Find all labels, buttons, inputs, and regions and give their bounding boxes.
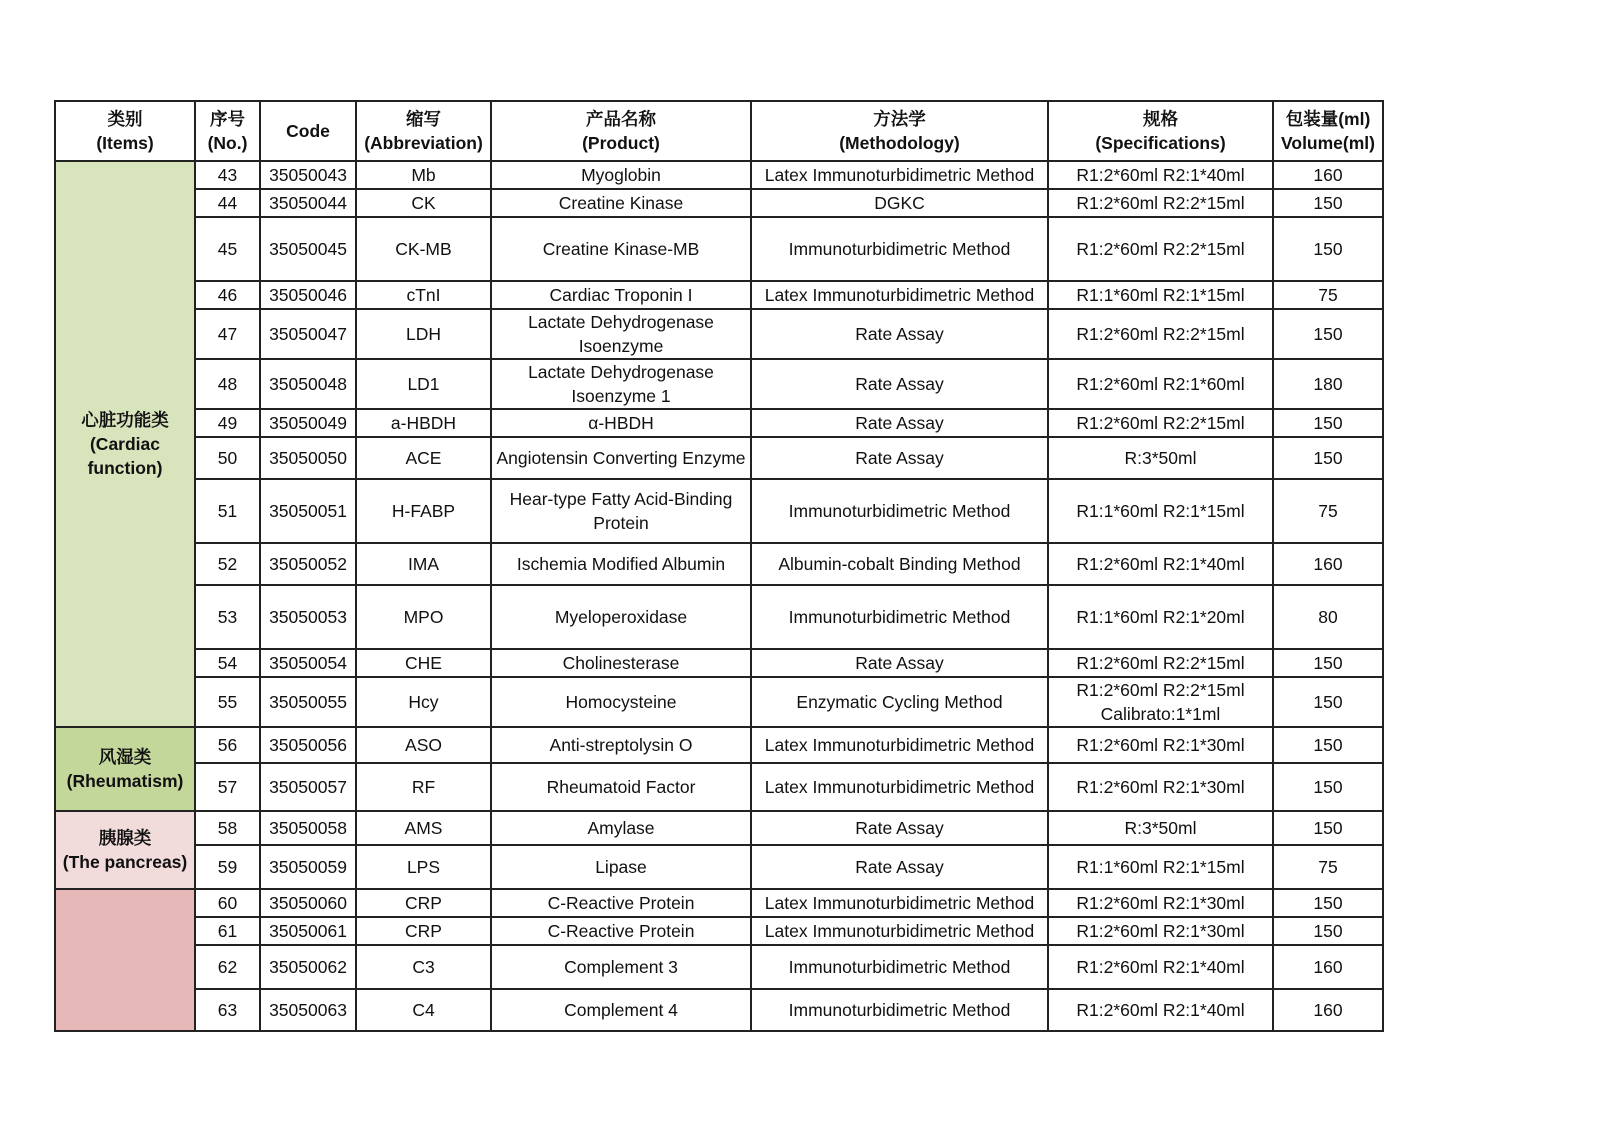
cell-spec: R:3*50ml bbox=[1048, 811, 1273, 845]
cell-product: Creatine Kinase-MB bbox=[491, 217, 751, 281]
header-methodology: 方法学 (Methodology) bbox=[751, 101, 1048, 161]
category-label: 胰腺类 bbox=[98, 828, 152, 848]
cell-abbr: LDH bbox=[356, 309, 491, 359]
header-abbreviation: 缩写 (Abbreviation) bbox=[356, 101, 491, 161]
cell-code: 35050055 bbox=[260, 677, 356, 727]
cell-method: Immunoturbidimetric Method bbox=[751, 989, 1048, 1031]
cell-no: 63 bbox=[195, 989, 260, 1031]
category-label: 心脏功能类 bbox=[81, 410, 169, 430]
category-label: (Rheumatism) bbox=[66, 771, 184, 791]
cell-method: Albumin-cobalt Binding Method bbox=[751, 543, 1048, 585]
cell-code: 35050050 bbox=[260, 437, 356, 479]
cell-volume: 150 bbox=[1273, 811, 1383, 845]
table-row bbox=[55, 889, 1383, 917]
table-row bbox=[55, 989, 1383, 1031]
table-row bbox=[55, 479, 1383, 543]
cell-abbr: LD1 bbox=[356, 359, 491, 409]
cell-code: 35050052 bbox=[260, 543, 356, 585]
cell-abbr: Hcy bbox=[356, 677, 491, 727]
cell-abbr: cTnI bbox=[356, 281, 491, 309]
cell-code: 35050047 bbox=[260, 309, 356, 359]
cell-abbr: LPS bbox=[356, 845, 491, 889]
cell-code: 35050044 bbox=[260, 189, 356, 217]
product-table bbox=[54, 100, 1384, 1032]
cell-product: C-Reactive Protein bbox=[491, 889, 751, 917]
cell-method: Immunoturbidimetric Method bbox=[751, 479, 1048, 543]
cell-product: Myoglobin bbox=[491, 161, 751, 189]
cell-method: DGKC bbox=[751, 189, 1048, 217]
cell-product: Cardiac Troponin I bbox=[491, 281, 751, 309]
cell-method: Immunoturbidimetric Method bbox=[751, 217, 1048, 281]
cell-volume: 150 bbox=[1273, 917, 1383, 945]
cell-abbr: AMS bbox=[356, 811, 491, 845]
cell-no: 56 bbox=[195, 727, 260, 763]
cell-code: 35050049 bbox=[260, 409, 356, 437]
cell-spec: R:3*50ml bbox=[1048, 437, 1273, 479]
cell-volume: 150 bbox=[1273, 727, 1383, 763]
cell-method: Rate Assay bbox=[751, 649, 1048, 677]
table-row bbox=[55, 309, 1383, 359]
category-cell bbox=[55, 161, 195, 727]
cell-method: Latex Immunoturbidimetric Method bbox=[751, 281, 1048, 309]
cell-no: 62 bbox=[195, 945, 260, 989]
cell-spec: R1:1*60ml R2:1*20ml bbox=[1048, 585, 1273, 649]
cell-code: 35050060 bbox=[260, 889, 356, 917]
cell-method: Latex Immunoturbidimetric Method bbox=[751, 889, 1048, 917]
cell-method: Rate Assay bbox=[751, 409, 1048, 437]
header-row bbox=[55, 101, 1383, 161]
cell-product: Complement 3 bbox=[491, 945, 751, 989]
cell-method: Rate Assay bbox=[751, 437, 1048, 479]
category-label: (The pancreas) bbox=[62, 852, 188, 872]
cell-volume: 160 bbox=[1273, 989, 1383, 1031]
category-label: 风湿类 bbox=[98, 747, 152, 767]
cell-no: 49 bbox=[195, 409, 260, 437]
cell-product: C-Reactive Protein bbox=[491, 917, 751, 945]
cell-volume: 150 bbox=[1273, 677, 1383, 727]
cell-no: 53 bbox=[195, 585, 260, 649]
header-no: 序号 (No.) bbox=[195, 101, 260, 161]
cell-code: 35050053 bbox=[260, 585, 356, 649]
cell-product: Myeloperoxidase bbox=[491, 585, 751, 649]
cell-no: 44 bbox=[195, 189, 260, 217]
cell-abbr: Mb bbox=[356, 161, 491, 189]
table-row bbox=[55, 811, 1383, 845]
cell-no: 59 bbox=[195, 845, 260, 889]
cell-volume: 150 bbox=[1273, 217, 1383, 281]
cell-volume: 150 bbox=[1273, 189, 1383, 217]
cell-code: 35050051 bbox=[260, 479, 356, 543]
cell-volume: 160 bbox=[1273, 543, 1383, 585]
cell-spec: R1:2*60ml R2:1*60ml bbox=[1048, 359, 1273, 409]
cell-no: 60 bbox=[195, 889, 260, 917]
table-row bbox=[55, 763, 1383, 811]
cell-spec: R1:2*60ml R2:1*40ml bbox=[1048, 989, 1273, 1031]
table-row bbox=[55, 189, 1383, 217]
cell-code: 35050056 bbox=[260, 727, 356, 763]
cell-method: Latex Immunoturbidimetric Method bbox=[751, 161, 1048, 189]
table-row bbox=[55, 543, 1383, 585]
cell-spec: R1:2*60ml R2:2*15ml bbox=[1048, 649, 1273, 677]
cell-method: Enzymatic Cycling Method bbox=[751, 677, 1048, 727]
cell-abbr: CK bbox=[356, 189, 491, 217]
cell-abbr: RF bbox=[356, 763, 491, 811]
table-row bbox=[55, 161, 1383, 189]
cell-method: Rate Assay bbox=[751, 359, 1048, 409]
cell-spec: R1:2*60ml R2:1*40ml bbox=[1048, 161, 1273, 189]
cell-method: Latex Immunoturbidimetric Method bbox=[751, 763, 1048, 811]
cell-product: Complement 4 bbox=[491, 989, 751, 1031]
category-cell bbox=[55, 811, 195, 889]
cell-product: α-HBDH bbox=[491, 409, 751, 437]
cell-abbr: a-HBDH bbox=[356, 409, 491, 437]
cell-product: Amylase bbox=[491, 811, 751, 845]
cell-code: 35050059 bbox=[260, 845, 356, 889]
cell-spec: R1:2*60ml R2:2*15ml Calibrato:1*1ml bbox=[1048, 677, 1273, 727]
cell-code: 35050061 bbox=[260, 917, 356, 945]
header-product: 产品名称 (Product) bbox=[491, 101, 751, 161]
cell-volume: 75 bbox=[1273, 845, 1383, 889]
cell-no: 45 bbox=[195, 217, 260, 281]
cell-volume: 150 bbox=[1273, 763, 1383, 811]
cell-method: Latex Immunoturbidimetric Method bbox=[751, 727, 1048, 763]
cell-volume: 150 bbox=[1273, 309, 1383, 359]
table-row bbox=[55, 917, 1383, 945]
table-row bbox=[55, 649, 1383, 677]
cell-spec: R1:2*60ml R2:2*15ml bbox=[1048, 409, 1273, 437]
cell-abbr: CK-MB bbox=[356, 217, 491, 281]
cell-no: 47 bbox=[195, 309, 260, 359]
cell-method: Rate Assay bbox=[751, 845, 1048, 889]
cell-spec: R1:2*60ml R2:2*15ml bbox=[1048, 309, 1273, 359]
cell-spec: R1:2*60ml R2:1*30ml bbox=[1048, 727, 1273, 763]
cell-code: 35050058 bbox=[260, 811, 356, 845]
cell-spec: R1:1*60ml R2:1*15ml bbox=[1048, 479, 1273, 543]
cell-volume: 75 bbox=[1273, 281, 1383, 309]
cell-no: 43 bbox=[195, 161, 260, 189]
cell-no: 58 bbox=[195, 811, 260, 845]
table-row bbox=[55, 217, 1383, 281]
table-row bbox=[55, 437, 1383, 479]
cell-spec: R1:2*60ml R2:1*30ml bbox=[1048, 917, 1273, 945]
cell-code: 35050046 bbox=[260, 281, 356, 309]
cell-spec: R1:1*60ml R2:1*15ml bbox=[1048, 281, 1273, 309]
cell-spec: R1:2*60ml R2:1*40ml bbox=[1048, 543, 1273, 585]
cell-product: Lactate Dehydrogenase Isoenzyme 1 bbox=[491, 359, 751, 409]
header-code: Code bbox=[260, 101, 356, 161]
category-cell bbox=[55, 889, 195, 1031]
cell-spec: R1:2*60ml R2:1*30ml bbox=[1048, 763, 1273, 811]
cell-method: Immunoturbidimetric Method bbox=[751, 945, 1048, 989]
cell-product: Lactate Dehydrogenase Isoenzyme bbox=[491, 309, 751, 359]
cell-product: Ischemia Modified Albumin bbox=[491, 543, 751, 585]
cell-code: 35050054 bbox=[260, 649, 356, 677]
cell-product: Anti-streptolysin O bbox=[491, 727, 751, 763]
table-row bbox=[55, 585, 1383, 649]
cell-code: 35050062 bbox=[260, 945, 356, 989]
cell-no: 52 bbox=[195, 543, 260, 585]
cell-spec: R1:2*60ml R2:1*40ml bbox=[1048, 945, 1273, 989]
table-row bbox=[55, 359, 1383, 409]
cell-method: Rate Assay bbox=[751, 811, 1048, 845]
cell-volume: 150 bbox=[1273, 649, 1383, 677]
category-label: (Cardiac bbox=[89, 434, 161, 454]
cell-code: 35050057 bbox=[260, 763, 356, 811]
table-row bbox=[55, 677, 1383, 727]
cell-no: 54 bbox=[195, 649, 260, 677]
table-row bbox=[55, 945, 1383, 989]
cell-abbr: CRP bbox=[356, 917, 491, 945]
cell-spec: R1:2*60ml R2:1*30ml bbox=[1048, 889, 1273, 917]
cell-product: Homocysteine bbox=[491, 677, 751, 727]
cell-method: Latex Immunoturbidimetric Method bbox=[751, 917, 1048, 945]
cell-code: 35050048 bbox=[260, 359, 356, 409]
cell-product: Creatine Kinase bbox=[491, 189, 751, 217]
cell-spec: R1:1*60ml R2:1*15ml bbox=[1048, 845, 1273, 889]
cell-abbr: H-FABP bbox=[356, 479, 491, 543]
cell-code: 35050043 bbox=[260, 161, 356, 189]
cell-abbr: CRP bbox=[356, 889, 491, 917]
cell-volume: 80 bbox=[1273, 585, 1383, 649]
cell-abbr: IMA bbox=[356, 543, 491, 585]
cell-no: 50 bbox=[195, 437, 260, 479]
header-volume: 包装量(ml) Volume(ml) bbox=[1273, 101, 1383, 161]
cell-abbr: CHE bbox=[356, 649, 491, 677]
cell-product: Lipase bbox=[491, 845, 751, 889]
cell-volume: 150 bbox=[1273, 889, 1383, 917]
cell-no: 57 bbox=[195, 763, 260, 811]
cell-method: Rate Assay bbox=[751, 309, 1048, 359]
cell-code: 35050063 bbox=[260, 989, 356, 1031]
cell-no: 61 bbox=[195, 917, 260, 945]
category-label: function) bbox=[87, 458, 163, 478]
cell-volume: 75 bbox=[1273, 479, 1383, 543]
table-row bbox=[55, 281, 1383, 309]
category-cell bbox=[55, 727, 195, 811]
table-row bbox=[55, 409, 1383, 437]
header-specifications: 规格 (Specifications) bbox=[1048, 101, 1273, 161]
cell-no: 46 bbox=[195, 281, 260, 309]
table-row bbox=[55, 727, 1383, 763]
cell-volume: 180 bbox=[1273, 359, 1383, 409]
cell-abbr: ASO bbox=[356, 727, 491, 763]
cell-abbr: C3 bbox=[356, 945, 491, 989]
cell-product: Angiotensin Converting Enzyme bbox=[491, 437, 751, 479]
cell-spec: R1:2*60ml R2:2*15ml bbox=[1048, 217, 1273, 281]
cell-volume: 160 bbox=[1273, 161, 1383, 189]
cell-spec: R1:2*60ml R2:2*15ml bbox=[1048, 189, 1273, 217]
cell-code: 35050045 bbox=[260, 217, 356, 281]
cell-volume: 150 bbox=[1273, 437, 1383, 479]
cell-volume: 150 bbox=[1273, 409, 1383, 437]
cell-product: Cholinesterase bbox=[491, 649, 751, 677]
cell-product: Rheumatoid Factor bbox=[491, 763, 751, 811]
cell-abbr: C4 bbox=[356, 989, 491, 1031]
cell-method: Immunoturbidimetric Method bbox=[751, 585, 1048, 649]
cell-no: 48 bbox=[195, 359, 260, 409]
cell-no: 51 bbox=[195, 479, 260, 543]
cell-volume: 160 bbox=[1273, 945, 1383, 989]
cell-abbr: MPO bbox=[356, 585, 491, 649]
cell-product: Hear-type Fatty Acid-Binding Protein bbox=[491, 479, 751, 543]
cell-abbr: ACE bbox=[356, 437, 491, 479]
header-items: 类别 (Items) bbox=[55, 101, 195, 161]
table-row bbox=[55, 845, 1383, 889]
cell-no: 55 bbox=[195, 677, 260, 727]
